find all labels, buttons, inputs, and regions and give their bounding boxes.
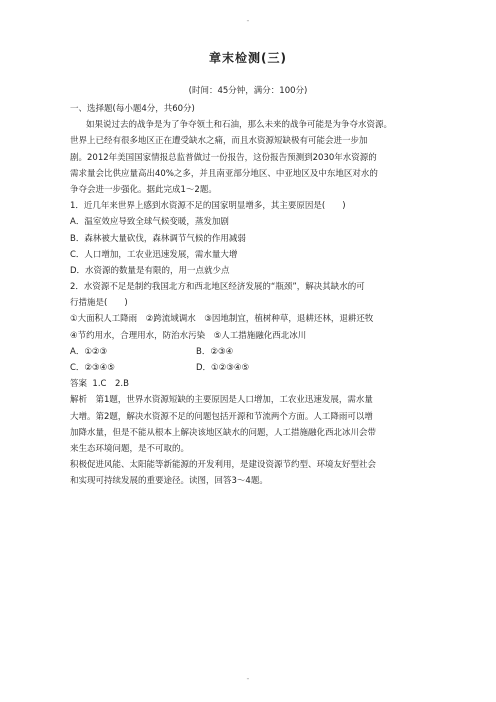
option-1a: A．温室效应导致全球气候变暖，蒸发加剧	[70, 217, 229, 228]
answer-line	[70, 376, 440, 392]
passage-line: 如果说过去的战争是为了争夺领土和石油，那么未来的战争可能是为争夺水资源。	[86, 120, 393, 131]
measures-line: ①大面积人工降雨 ②跨流域调水 ③因地制宜，植树种草，退耕还林，退耕还牧	[70, 314, 374, 325]
answer-text: 1.C 2.B	[92, 379, 129, 390]
analysis-line: 加降水量，但是不能从根本上解决该地区缺水的问题，人工措施融化西北冰川会带	[70, 427, 377, 438]
option-2b: B．②③④	[196, 346, 234, 357]
paragraph-line: 和实现可持续发展的重要途径。读图，回答3～4题。	[70, 476, 268, 487]
option-2a: A．①②③	[70, 346, 108, 357]
answer-label: 答案	[70, 379, 88, 390]
question-2: 2．水资源不足是制约我国北方和西北地区经济发展的“瓶颈”，解决其缺水的可	[70, 282, 365, 293]
passage-line: 争夺会进一步强化。据此完成1～2题。	[70, 184, 217, 195]
option-1b: B．森林被大量砍伐，森林调节气候的作用减弱	[70, 233, 246, 244]
option-2d: D．①②③④⑤	[196, 363, 250, 373]
option-2c: C．②③④⑤	[70, 363, 115, 373]
measures-line: ④节约用水，合理用水，防治水污染 ⑤人工措施融化西北冰川	[70, 330, 307, 341]
passage-line: 剧。2012年美国国家情报总监普做过一份报告，这份报告预测到2030年水资源的	[70, 152, 377, 163]
passage-line: 需求量会比供应量高出40%之多，并且南亚部分地区、中亚地区及中东地区对水的	[70, 168, 378, 179]
exam-meta: (时间：45分钟，满分：100分)	[188, 86, 308, 96]
header-mark: -	[246, 16, 250, 25]
analysis-line: 大增。第2题，解决水资源不足的问题包括开源和节流两个方面。人工降雨可以增	[70, 411, 373, 422]
analysis-line: 解析 第1题，世界水资源短缺的主要原因是人口增加，工农业迅速发展，需水量	[70, 395, 373, 406]
paragraph-line: 积极促进风能、太阳能等新能源的开发利用，是建设资源节约型、环境友好型社会	[70, 460, 377, 471]
page-title: 章末检测(三)	[209, 51, 287, 65]
footer-mark: -	[246, 674, 250, 683]
document-body	[70, 101, 440, 490]
options-row	[70, 360, 440, 376]
options-row	[70, 344, 440, 360]
question-1: 1．近几年来世界上感到水资源不足的国家明显增多，其主要原因是( )	[70, 201, 346, 212]
analysis-line: 来生态环境问题，是不可取的。	[70, 443, 190, 454]
option-1c: C．人口增加，工农业迅速发展，需水量大增	[70, 249, 238, 260]
passage-line: 世界上已经有很多地区正在遭受缺水之痛，而且水资源短缺极有可能会进一步加	[70, 136, 368, 147]
question-2-cont: 行措施是( )	[70, 298, 128, 309]
option-1d: D．水资源的数量是有限的，用一点就少点	[70, 265, 230, 276]
section-heading: 一、选择题(每小题4分，共60分)	[70, 104, 195, 114]
